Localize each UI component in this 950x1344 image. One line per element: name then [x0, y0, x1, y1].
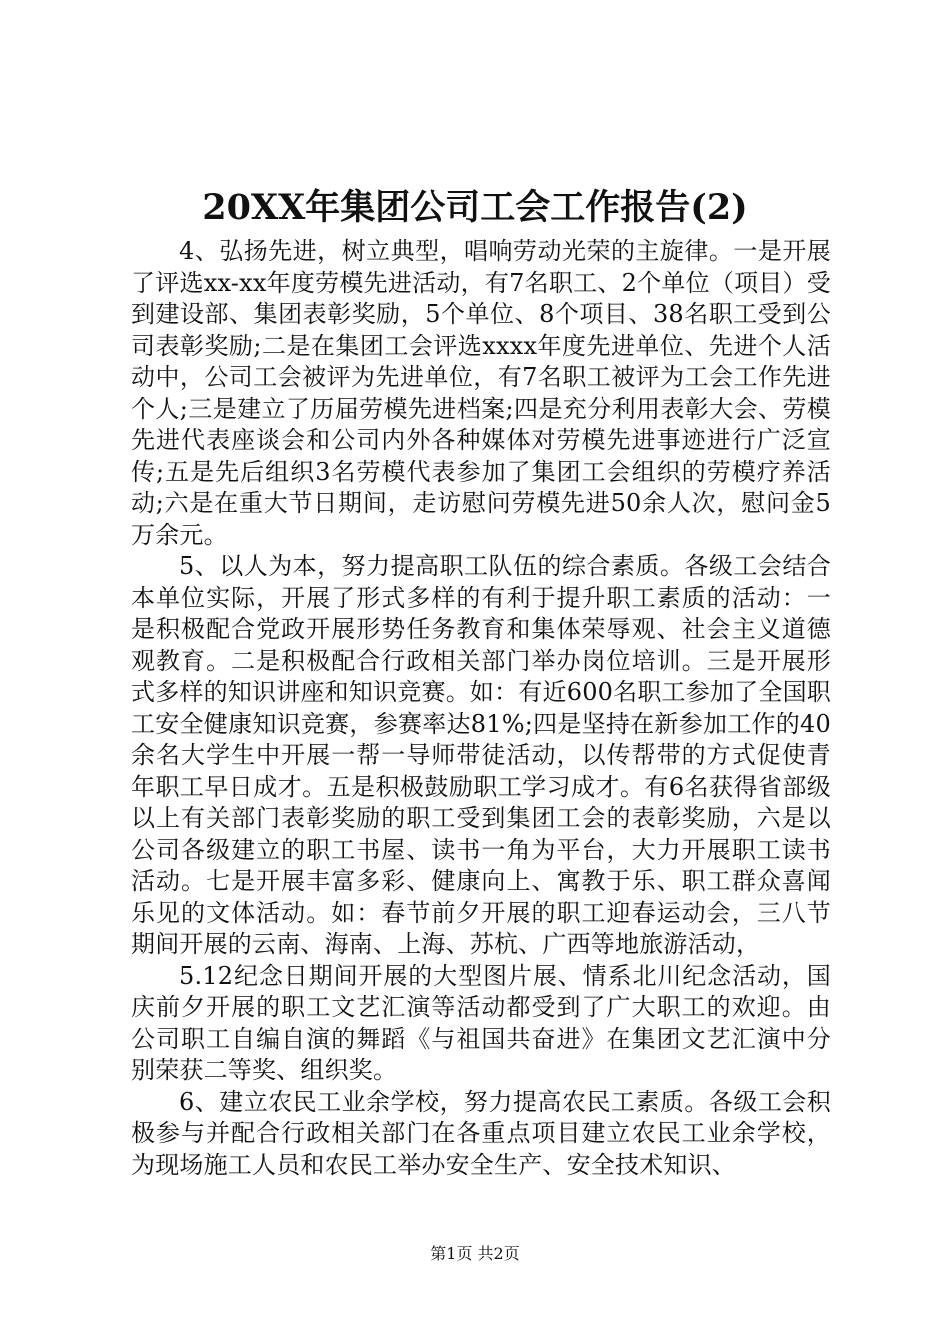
document-title: 20XX年集团公司工会工作报告(2) — [202, 187, 748, 228]
paragraph-migrant-worker-school: 6、建立农民工业余学校，努力提高农民工素质。各级工会积极参与并配合行政相关部门在各重点项目建立农民工业余学校，为现场施工人员和农民工举办安全生产、安全技术知识、 — [131, 1087, 831, 1179]
paragraph-commemorative-activities: 5.12纪念日期间开展的大型图片展、情系北川纪念活动，国庆前夕开展的职工文艺汇演等活动都受到了广大职工的欢迎。由公司职工自编自演的舞蹈《与祖国共奋进》在集团文艺汇演中分别荣获二等奖、组织奖。 — [131, 961, 831, 1084]
page-footer: 第1页 共2页 — [430, 1244, 520, 1263]
paragraph-advanced-models: 4、弘扬先进，树立典型，唱响劳动光荣的主旋律。一是开展了评选xx-xx年度劳模先进活动，有7名职工、2个单位（项目）受到建设部、集团表彰奖励，5个单位、8个项目、38名职工受到公司表彰奖励;二是在集团工会评选xxxx年度先进单位、先进个人活动中，公司工会被评为先进单位，有7名职工被评为工会工作先进个人;三是建立了历届劳模先进档案;四是充分利用表彰大会、劳模先进代表座谈会和公司内外各种媒体对劳模先进事迹进行广泛宣传;五是先后组织3名劳模代表参加了集团工会组织的劳模疗养活动;六是在重大节日期间，走访慰问劳模先进50余人次，慰问金5万余元。 — [131, 237, 831, 549]
paragraph-worker-quality: 5、以人为本，努力提高职工队伍的综合素质。各级工会结合本单位实际，开展了形式多样的有利于提升职工素质的活动：一是积极配合党政开展形势任务教育和集体荣辱观、社会主义道德观教育。二是积极配合行政相关部门举办岗位培训。三是开展形式多样的知识讲座和知识竞赛。如：有近600名职工参加了全国职工安全健康知识竞赛，参赛率达81%;四是坚持在新参加工作的40余名大学生中开展一帮一导师带徒活动，以传帮带的方式促使青年职工早日成才。五是积极鼓励职工学习成才。有6名获得省部级以上有关部门表彰奖励的职工受到集团工会的表彰奖励，六是以公司各级建立的职工书屋、读书一角为平台，大力开展职工读书活动。七是开展丰富多彩、健康向上、寓教于乐、职工群众喜闻乐见的文体活动。如：春节前夕开展的职工迎春运动会，三八节期间开展的云南、海南、上海、苏杭、广西等地旅游活动， — [131, 552, 831, 958]
document-body — [131, 236, 831, 1181]
